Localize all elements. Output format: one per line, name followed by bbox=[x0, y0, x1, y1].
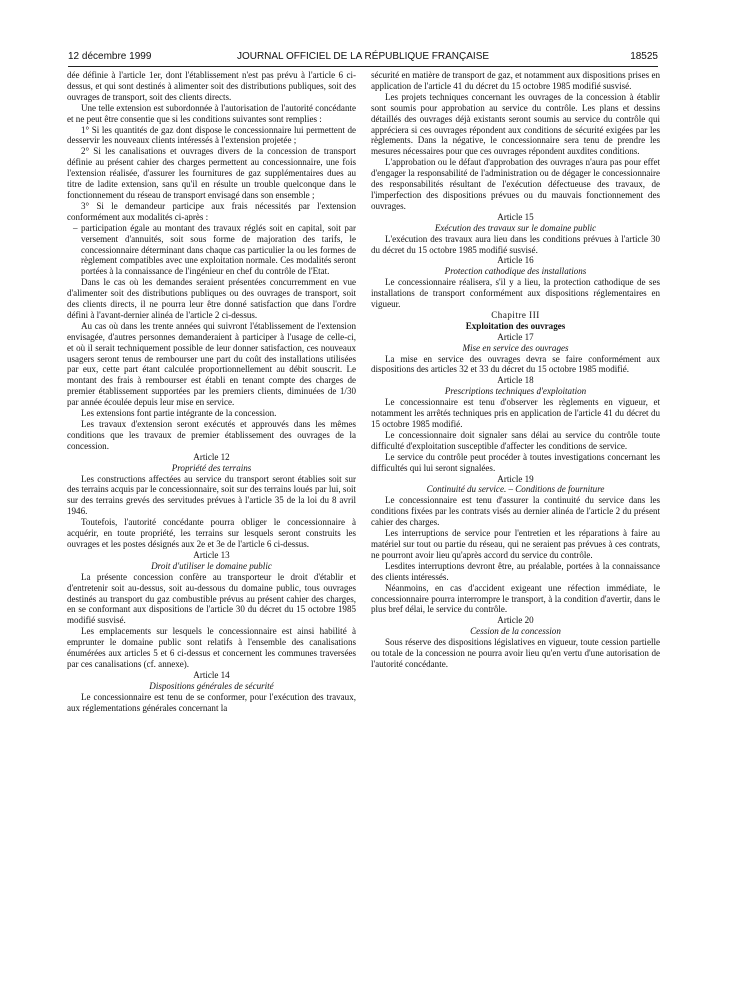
article-title: Droit d'utiliser le domaine public bbox=[151, 560, 272, 571]
article-title: Dispositions générales de sécurité bbox=[149, 680, 274, 691]
paragraph: La présente concession confère au transporteur le droit d'établir et d'entretenir soit au-dessus, soit au-dessous du domaine public, tous ouvrages destinés au transport du gaz combustible prévus au présent cahier des charges, en se conformant aux dispositions de l'article 30 du décret du 15 octobre 1985 modifié susvisé. bbox=[67, 571, 356, 626]
paragraph: 3° Si le demandeur participe aux frais nécessités par l'extension conformément aux modalités ci-après : bbox=[67, 200, 356, 222]
chapter-heading: Chapitre III bbox=[491, 309, 540, 320]
journal-title: JOURNAL OFFICIEL DE LA RÉPUBLIQUE FRANÇAISE bbox=[236, 51, 490, 62]
article-heading: Article 17 bbox=[497, 331, 534, 342]
paragraph: 2° Si les canalisations et ouvrages divers de la concession de transport définie au présent cahier des charges permettent au concessionnaire, une fois l'extension réalisée, d'assurer les fournitures de gaz supplémentaires dues au titre de ladite extension, sans qu'il en résulte un trouble quelconque dans le fonctionnement du réseau de transport envisagé dans son ensemble ; bbox=[67, 146, 356, 200]
paragraph: L'exécution des travaux aura lieu dans les conditions prévues à l'article 30 du décret du 15 octobre 1985 modifié susvisé. bbox=[371, 233, 660, 255]
paragraph: Le service du contrôle peut procéder à toutes investigations concernant les difficultés qui lui seront signalées. bbox=[371, 451, 660, 473]
header-rule bbox=[68, 66, 658, 67]
paragraph: 1° Si les quantités de gaz dont dispose le concessionnaire lui permettent de desservir les nouveaux clients intéressés à l'extension projetée ; bbox=[67, 124, 356, 146]
paragraph: Les constructions affectées au service du transport seront établies soit sur des terrains acquis par le concessionnaire, soit sur des terrains loués par lui, soit sur des terrains grevés des servitudes prévues à l'article 35 de la loi du 8 avril 1946. bbox=[67, 473, 356, 517]
article-title: Continuité du service. – Conditions de fourniture bbox=[426, 484, 605, 495]
article-title: Exécution des travaux sur le domaine public bbox=[434, 222, 597, 233]
header-date: 12 décembre 1999 bbox=[68, 51, 152, 62]
paragraph: Lesdites interruptions devront être, au préalable, portées à la connaissance des clients intéressés. bbox=[371, 560, 660, 582]
article-title: Propriété des terrains bbox=[171, 462, 252, 473]
paragraph: Les emplacements sur lesquels le concessionnaire est ainsi habilité à emprunter le domaine public sont relatifs à l'ensemble des canalisations énumérées aux articles 5 et 6 ci-dessus et concernent les communes traversées par ces canalisations (cf. annexe). bbox=[67, 626, 356, 669]
paragraph: Les interruptions de service pour l'entretien et les réparations à faire au matériel sur tout ou partie du réseau, qui ne seraient pas prévues à ces contrats, ne pourront avoir lieu qu'après accord du service du contrôle. bbox=[371, 528, 660, 560]
article-heading: Article 19 bbox=[497, 473, 534, 484]
article-heading: Article 18 bbox=[497, 375, 534, 386]
right-column bbox=[371, 70, 660, 670]
article-heading: Article 16 bbox=[497, 255, 534, 266]
article-title: Mise en service des ouvrages bbox=[462, 342, 569, 353]
paragraph: Au cas où dans les trente années qui suivront l'établissement de l'extension envisagée, d'autres personnes demanderaient à participer à l'usage de celle-ci, et où il serait techniquement possible de leur donner satisfaction, ces nouveaux usagers seront tenus de rembourser une part du coût des installations utilisées par eux, cette part étant calculée proportionnellement au débit souscrit. Le montant des frais à rembourser est établi en tenant compte des charges de premier établissement supportées par les premiers clients, diminuées de 1/30 par année écoulée depuis leur mise en service. bbox=[67, 320, 356, 408]
article-heading: Article 14 bbox=[193, 669, 230, 680]
left-column bbox=[67, 70, 356, 713]
page-number: 18525 bbox=[630, 51, 658, 62]
paragraph: Le concessionnaire doit signaler sans délai au service du contrôle toute difficulté d'exploitation susceptible d'affecter les conditions de service. bbox=[371, 429, 660, 451]
paragraph: Sous réserve des dispositions législatives en vigueur, toute cession partielle ou totale de la concession ne pourra avoir lieu qu'en vertu d'une autorisation de l'autorité concédante. bbox=[371, 637, 660, 669]
paragraph: Les extensions font partie intégrante de la concession. bbox=[81, 408, 277, 419]
chapter-title: Exploitation des ouvrages bbox=[465, 320, 566, 331]
paragraph: Le concessionnaire est tenu d'assurer la continuité du service dans les conditions fixées par les contrats visés au dernier alinéa de l'article 2 du présent cahier des charges. bbox=[371, 495, 660, 528]
paragraph: Le concessionnaire est tenu de se conformer, pour l'exécution des travaux, aux réglementations générales concernant la bbox=[67, 691, 356, 713]
paragraph: Le concessionnaire est tenu d'observer les règlements en vigueur, et notamment les arrêtés techniques pris en application de l'article 41 du décret du 15 octobre 1985 modifié. bbox=[371, 397, 660, 429]
paragraph: dée définie à l'article 1er, dont l'établissement n'est pas prévu à l'article 6 ci-dessus, et qui sont destinés à alimenter soit des distributions publiques, soit des ouvrages de transport, soit des clients directs. bbox=[67, 70, 356, 102]
paragraph: Les travaux d'extension seront exécutés et approuvés dans les mêmes conditions que les travaux de premier établissement des ouvrages de la concession. bbox=[67, 419, 356, 451]
article-title: Prescriptions techniques d'exploitation bbox=[444, 386, 587, 397]
paragraph: Le concessionnaire réalisera, s'il y a lieu, la protection cathodique de ses installations de transport conformément aux dispositions réglementaires en vigueur. bbox=[371, 277, 660, 310]
paragraph: sécurité en matière de transport de gaz, et notamment aux dispositions prises en application de l'article 41 du décret du 15 octobre 1985 modifié susvisé. bbox=[371, 70, 660, 91]
article-title: Cession de la concession bbox=[470, 626, 561, 637]
article-heading: Article 13 bbox=[193, 549, 230, 560]
page-header bbox=[68, 51, 658, 65]
paragraph: La mise en service des ouvrages devra se faire conformément aux dispositions des articles 32 et 33 du décret du 15 octobre 1985 modifié. bbox=[371, 353, 660, 375]
paragraph: Dans le cas où les demandes seraient présentées concurremment en vue d'alimenter soit des distributions publiques ou des ouvrages de transport, soit des clients directs, il ne pourra leur être donné satisfaction que dans l'ordre défini à l'avant-dernier alinéa de l'article 2 ci-dessus. bbox=[67, 277, 356, 320]
paragraph: Toutefois, l'autorité concédante pourra obliger le concessionnaire à acquérir, en toute propriété, les terrains sur lesquels seront construits les ouvrages et les postes désignés aux 2e et 3e de l'article 6 ci-dessus. bbox=[67, 517, 356, 549]
article-heading: Article 12 bbox=[193, 451, 230, 462]
paragraph: L'approbation ou le défaut d'approbation des ouvrages n'aura pas pour effet d'engager la responsabilité de l'administration ou de dégager le concessionnaire des responsabilités résultant de l'exécution défectueuse des travaux, de l'imperfection des dispositions prévues ou du mauvais fonctionnement des ouvrages. bbox=[371, 157, 660, 211]
paragraph: – participation égale au montant des travaux réglés soit en capital, soit par versement d'annuités, soit sous forme de majoration des tarifs, le concessionnaire déterminant dans chaque cas particulier la ou les formes de règlement compatibles avec une exploitation normale. Ces modalités seront portées à la connaissance de l'ingénieur en chef du contrôle de l'Etat. bbox=[73, 222, 356, 277]
paragraph: Les projets techniques concernant les ouvrages de la concession à établir sont soumis pour approbation au service du contrôle. Les plans et dessins détaillés des ouvrages déjà existants seront soumis au service du contrôle qui appréciera si ces ouvrages répondent aux conditions de sécurité exigées par les règlements. Dans la négative, le concessionnaire sera tenu de prendre les mesures nécessaires pour que ces ouvrages répondent auxdites conditions. bbox=[371, 91, 660, 157]
article-title: Protection cathodique des installations bbox=[444, 266, 587, 277]
article-heading: Article 15 bbox=[497, 211, 534, 222]
paragraph: Néanmoins, en cas d'accident exigeant une réfection immédiate, le concessionnaire pourra interrompre le transport, à la condition d'avertir, dans le plus bref délai, le service du contrôle. bbox=[371, 582, 660, 615]
article-heading: Article 20 bbox=[497, 615, 534, 626]
paragraph: Une telle extension est subordonnée à l'autorisation de l'autorité concédante et ne peut être consentie que si les conditions suivantes sont remplies : bbox=[67, 102, 356, 124]
